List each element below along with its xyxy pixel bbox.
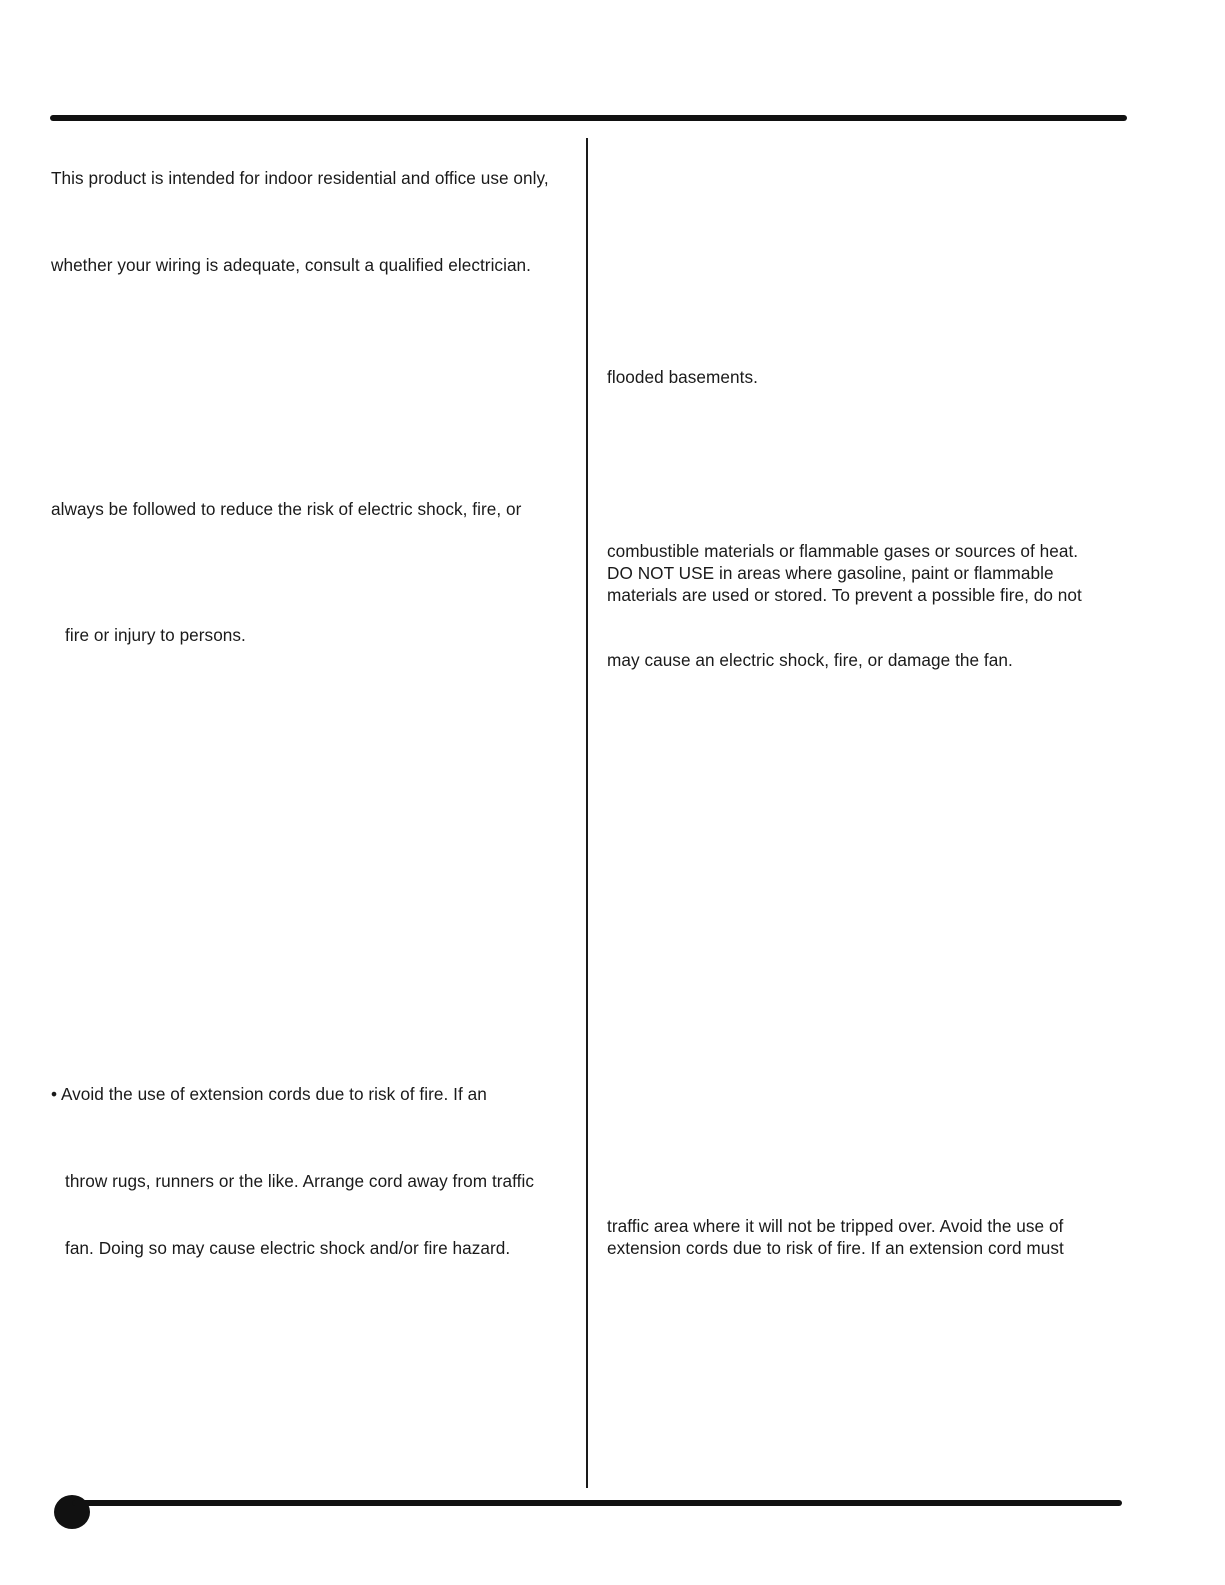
right-text-line: materials are used or stored. To prevent a possible fire, do not <box>607 585 1082 605</box>
right-text-line: traffic area where it will not be tripped over. Avoid the use of <box>607 1216 1064 1236</box>
right-text-line: may cause an electric shock, fire, or damage the fan. <box>607 650 1013 670</box>
left-text-line: fire or injury to persons. <box>65 625 246 645</box>
column-divider <box>586 138 588 1488</box>
right-text-line: DO NOT USE in areas where gasoline, paint or flammable <box>607 563 1054 583</box>
footer-rule <box>72 1500 1122 1506</box>
right-text-line: extension cords due to risk of fire. If an extension cord must <box>607 1238 1064 1258</box>
left-text-line: throw rugs, runners or the like. Arrange cord away from traffic <box>65 1171 534 1191</box>
right-text-line: flooded basements. <box>607 367 758 387</box>
left-text-line: always be followed to reduce the risk of electric shock, fire, or <box>51 499 522 519</box>
right-text-line: combustible materials or flammable gases or sources of heat. <box>607 541 1079 561</box>
left-text-line: whether your wiring is adequate, consult a qualified electrician. <box>51 255 531 275</box>
header-rule <box>50 115 1127 121</box>
left-text-line: fan. Doing so may cause electric shock and/or fire hazard. <box>65 1238 511 1258</box>
left-bullet-line: • Avoid the use of extension cords due to risk of fire. If an <box>51 1084 487 1104</box>
left-text-line: This product is intended for indoor residential and office use only, <box>51 168 549 188</box>
